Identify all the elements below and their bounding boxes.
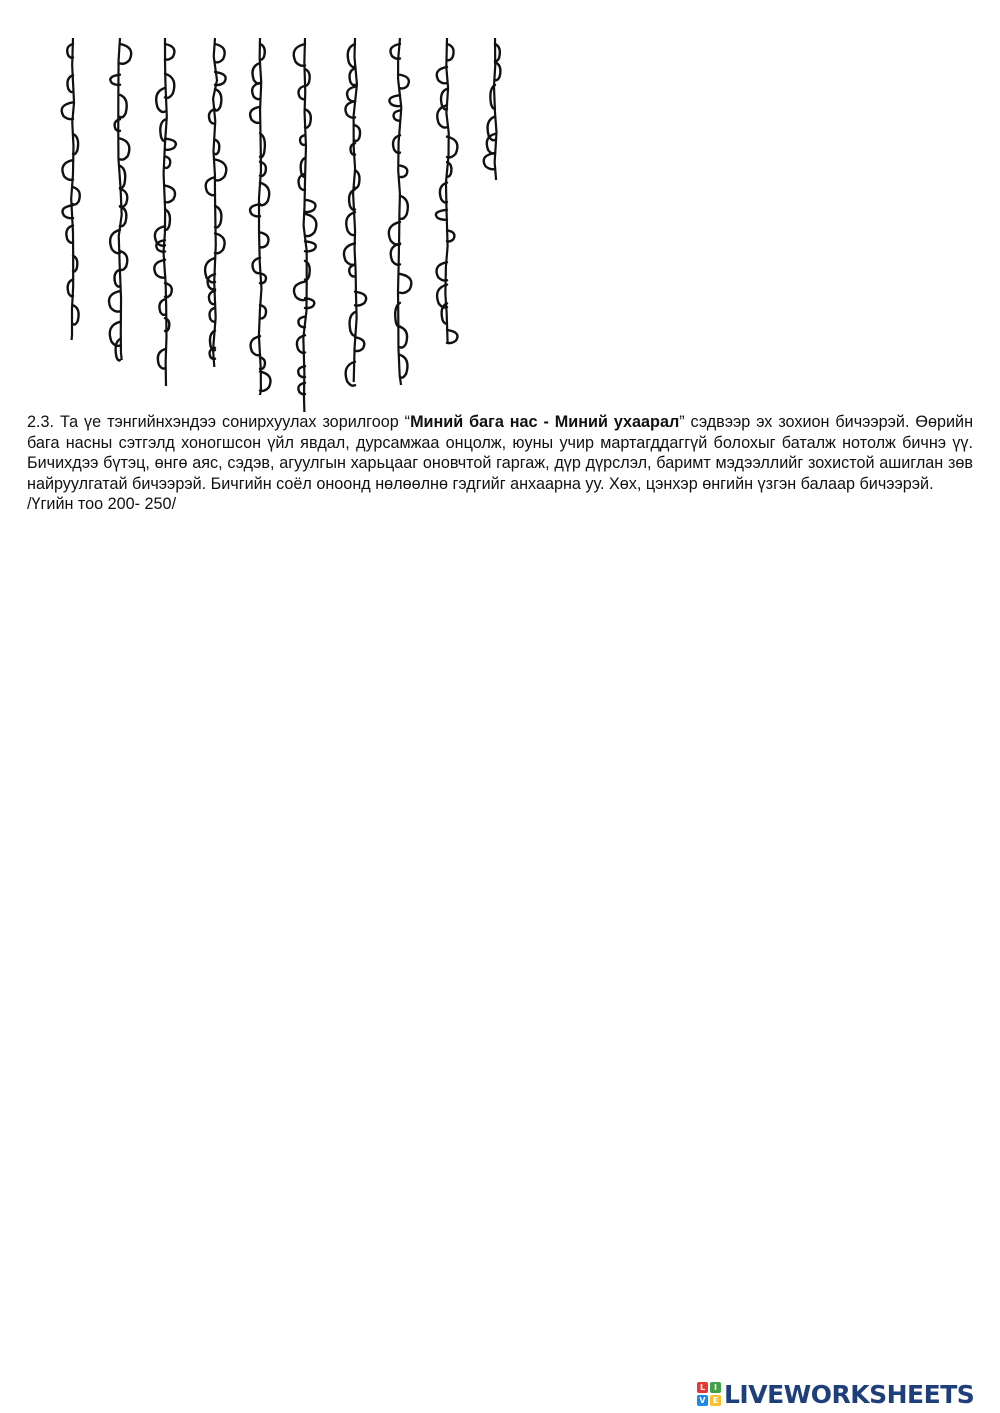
script-glyph-stroke xyxy=(447,44,454,60)
script-glyph-stroke xyxy=(215,140,219,154)
script-glyph-stroke xyxy=(116,339,120,360)
logo-tile-e: E xyxy=(710,1395,721,1406)
task-paragraph xyxy=(27,412,973,515)
script-glyph-stroke xyxy=(347,87,355,102)
script-glyph-stroke xyxy=(350,68,355,85)
script-glyph-stroke xyxy=(165,156,170,168)
script-glyph-stroke xyxy=(349,265,355,277)
script-glyph-stroke xyxy=(300,135,305,145)
mongolian-script-image xyxy=(55,30,525,415)
logo-tile-i: I xyxy=(710,1382,721,1393)
script-glyph-stroke xyxy=(159,299,165,315)
task-topic: Миний бага нас - Миний ухаарал xyxy=(410,413,680,431)
liveworksheets-logo xyxy=(697,1378,974,1410)
script-glyph-stroke xyxy=(400,196,408,219)
script-glyph-stroke xyxy=(165,139,176,150)
script-column xyxy=(436,38,458,343)
script-glyph-stroke xyxy=(260,232,269,247)
liveworksheets-logo-icon xyxy=(697,1382,721,1406)
script-glyph-stroke xyxy=(350,312,355,335)
script-glyph-stroke xyxy=(355,337,364,351)
script-glyph-stroke xyxy=(206,177,215,195)
script-column xyxy=(484,38,501,180)
script-glyph-stroke xyxy=(400,166,407,178)
word-count-requirement: /Үгийн тоо 200- 250/ xyxy=(27,495,177,513)
script-glyph-stroke xyxy=(158,349,165,368)
task-intro: Та үе тэнгийнхэндээ сонирхуулах зорилгоор “ xyxy=(59,413,411,431)
script-glyph-stroke xyxy=(156,88,165,112)
script-glyph-stroke xyxy=(120,139,129,160)
script-column xyxy=(205,38,226,367)
script-glyph-stroke xyxy=(394,110,400,120)
script-glyph-stroke xyxy=(62,102,73,119)
script-column xyxy=(344,38,366,386)
script-glyph-stroke xyxy=(165,186,175,203)
script-glyph-stroke xyxy=(294,282,305,301)
script-glyph-stroke xyxy=(252,83,260,99)
script-spine-stroke xyxy=(71,38,74,340)
script-glyph-stroke xyxy=(62,160,73,180)
script-glyph-stroke xyxy=(120,44,131,64)
script-glyph-stroke xyxy=(109,291,120,312)
liveworksheets-wordmark: LIVEWORKSHEETS xyxy=(724,1379,975,1409)
script-glyph-stroke xyxy=(250,107,260,123)
script-spine-stroke xyxy=(398,38,401,385)
script-glyph-stroke xyxy=(400,327,407,348)
script-glyph-stroke xyxy=(215,89,221,111)
script-glyph-stroke xyxy=(165,44,174,60)
script-glyph-stroke xyxy=(400,274,411,293)
script-column xyxy=(109,38,131,360)
script-glyph-stroke xyxy=(215,44,225,62)
script-glyph-stroke xyxy=(305,214,316,236)
mongolian-script-text-block xyxy=(55,30,525,415)
script-glyph-stroke xyxy=(389,95,400,106)
script-glyph-stroke xyxy=(215,159,226,180)
script-column xyxy=(389,38,412,385)
script-column xyxy=(62,38,80,340)
script-glyph-stroke xyxy=(400,355,407,378)
script-spine-stroke xyxy=(303,38,306,412)
script-column xyxy=(250,38,270,395)
script-glyph-stroke xyxy=(344,243,355,265)
script-glyph-stroke xyxy=(260,183,269,206)
task-number: 2.3. xyxy=(27,413,55,431)
logo-tile-v: V xyxy=(697,1395,708,1406)
script-spine-stroke xyxy=(163,38,166,386)
script-glyph-stroke xyxy=(355,125,360,141)
script-glyph-stroke xyxy=(210,308,215,322)
script-glyph-stroke xyxy=(487,134,495,154)
script-glyph-stroke xyxy=(110,322,120,346)
script-glyph-stroke xyxy=(73,187,80,204)
script-glyph-stroke xyxy=(73,305,79,324)
script-spine-stroke xyxy=(213,38,217,367)
script-glyph-stroke xyxy=(436,210,447,220)
script-glyph-stroke xyxy=(305,200,316,212)
script-glyph-stroke xyxy=(400,75,409,89)
script-glyph-stroke xyxy=(484,153,495,169)
logo-tile-l: L xyxy=(697,1382,708,1393)
script-column xyxy=(154,38,176,386)
script-glyph-stroke xyxy=(120,95,127,117)
script-column xyxy=(294,38,317,412)
script-glyph-stroke xyxy=(252,63,260,83)
script-glyph-stroke xyxy=(120,251,127,270)
task-body: ” сэдвээр эх зохион бичээрэй. Өөрийн бага насны сэтгэлд хоногшсон үйл явдал, дурсамжаа онцолж, юуны учир мартагддаггүй болохыг баталж нотолж бичнэ үү. Бичихдээ бүтэц, өнгө аяс, сэдэв, агуулгын харьцааг оновчтой гаргаж, дүр дүрслэл, баримт мэдээллийг зохистой ашиглан зөв найруулгатай бичээрэй. Бичгийн соёл оноонд нөлөөлнө гэдгийг анхаарна уу. Хөх, цэнхэр өнгийн үзгэн балаар бичээрэй. xyxy=(27,413,974,493)
